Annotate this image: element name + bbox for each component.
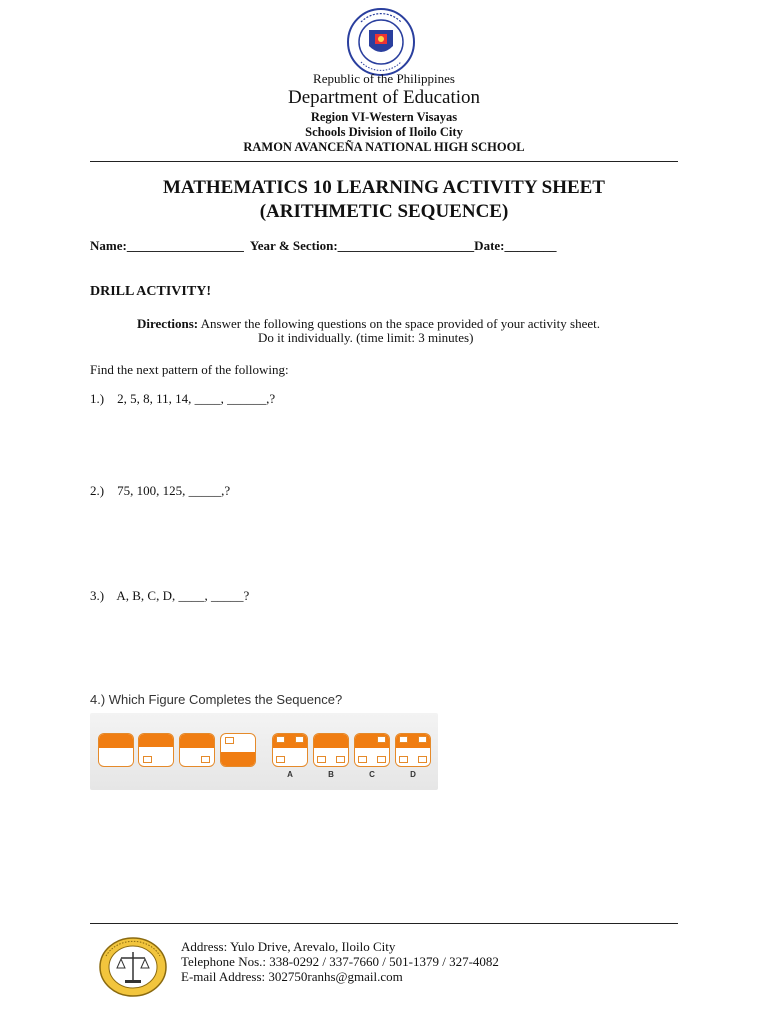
choice-label-c: C (369, 770, 375, 779)
division-text: Schools Division of Iloilo City (305, 125, 463, 139)
question-2: 2.) 75, 100, 125, _____,? (90, 483, 231, 498)
student-fields-line: Name:__________________ Year & Section:_____________________Date:________ (90, 238, 557, 253)
instruction-text: Find the next pattern of the following: (90, 362, 289, 377)
directions-label: Directions: (137, 316, 199, 331)
footer-divider (90, 923, 678, 924)
choice-label-d: D (410, 770, 416, 779)
sheet-title: MATHEMATICS 10 LEARNING ACTIVITY SHEET (162, 177, 605, 198)
department-text: Department of Education (287, 87, 481, 108)
region-text: Region VI-Western Visayas (310, 110, 458, 124)
directions-text: Answer the following questions on the space provided of your activity sheet. (198, 316, 600, 331)
figure-sequence-panel (90, 713, 438, 790)
sequence-tile-3 (179, 733, 215, 767)
deped-seal-logo (347, 8, 415, 76)
sequence-tile-4 (220, 733, 256, 767)
header-divider (90, 161, 678, 162)
drill-heading: DRILL ACTIVITY! (90, 284, 211, 299)
footer-telephone: Telephone Nos.: 338-0292 / 337-7660 / 501-1379 / 327-4082 (181, 954, 499, 969)
sequence-tile-2 (138, 733, 174, 767)
sequence-tile-1 (98, 733, 134, 767)
choice-tile-d (395, 733, 431, 767)
question-3: 3.) A, B, C, D, ____, _____? (90, 588, 250, 603)
school-logo (98, 936, 168, 998)
school-name: RAMON AVANCEÑA NATIONAL HIGH SCHOOL (243, 140, 525, 154)
directions-line-2: Do it individually. (time limit: 3 minutes) (258, 330, 474, 345)
choice-tile-a (272, 733, 308, 767)
republic-text: Republic of the Philippines (313, 71, 455, 86)
question-4: 4.) Which Figure Completes the Sequence? (90, 692, 343, 707)
question-1: 1.) 2, 5, 8, 11, 14, ____, ______,? (90, 391, 276, 406)
choice-tile-b (313, 733, 349, 767)
choice-tile-c (354, 733, 390, 767)
footer-address: Address: Yulo Drive, Arevalo, Iloilo City (181, 939, 396, 954)
footer-email: E-mail Address: 302750ranhs@gmail.com (181, 969, 403, 984)
choice-label-a: A (287, 770, 293, 779)
choice-label-b: B (328, 770, 334, 779)
sheet-subtitle: (ARITHMETIC SEQUENCE) (259, 201, 509, 222)
